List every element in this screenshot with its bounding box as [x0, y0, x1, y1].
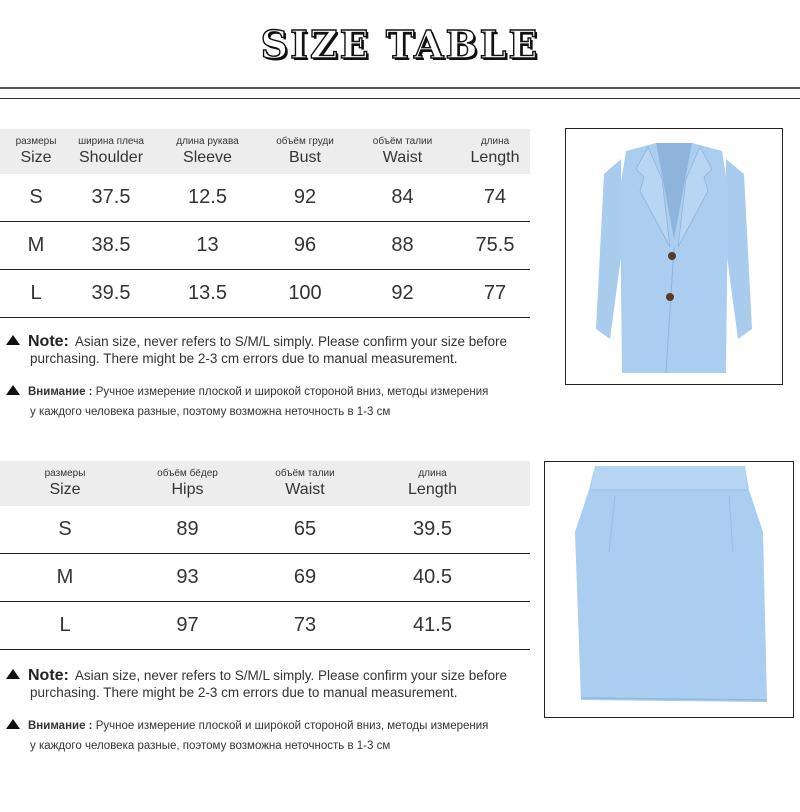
header-ru: объём талии — [372, 136, 433, 147]
note-text: Asian size, never refers to S/M/L simply. Please confirm your size before — [74, 668, 508, 683]
cell-bust: 96 — [293, 234, 317, 256]
header-en: Size — [20, 149, 52, 166]
cell-length: 40.5 — [413, 566, 452, 588]
title-divider-thin — [0, 98, 800, 99]
cell-hips: 89 — [176, 518, 199, 540]
cell-sleeve: 12.5 — [188, 186, 227, 208]
header-sleeve — [150, 129, 265, 174]
header-en: Length — [408, 481, 457, 498]
warning-label: Внимание : — [28, 720, 93, 732]
header-length — [365, 461, 500, 506]
header-ru: размеры — [15, 136, 57, 147]
table-row — [0, 270, 530, 318]
header-length — [460, 129, 530, 174]
cell-length: 39.5 — [413, 518, 452, 540]
header-ru: объём бёдер — [157, 468, 218, 479]
cell-hips: 93 — [176, 566, 199, 588]
warning-text-line2: у каждого человека разные, поэтому возможна неточность в 1-3 см — [30, 406, 391, 418]
page-title: SIZE TABLE — [260, 22, 540, 67]
warning-text: Ручное измерение плоской и широкой стороной вниз, методы измерения — [95, 720, 489, 732]
header-en: Bust — [288, 149, 321, 166]
cell-bust: 100 — [288, 282, 322, 304]
header-en: Waist — [382, 149, 423, 166]
triangle-icon — [6, 335, 20, 345]
header-size — [0, 461, 130, 506]
cell-waist: 92 — [391, 282, 414, 304]
skirt-image — [544, 461, 794, 718]
cell-shoulder: 37.5 — [91, 186, 131, 208]
cell-length: 41.5 — [413, 614, 452, 636]
cell-waist: 88 — [391, 234, 414, 256]
note-jacket — [6, 333, 536, 367]
cell-size: M — [56, 566, 74, 588]
header-ru: длина рукава — [176, 136, 239, 147]
header-ru: длина — [418, 468, 447, 479]
skirt-size-table — [0, 461, 530, 650]
header-hips — [130, 461, 245, 506]
note-text-line2: purchasing. There might be 2-3 cm errors due to manual measurement. — [30, 351, 458, 366]
title-divider-thick — [0, 87, 800, 89]
table-row — [0, 602, 530, 650]
header-en: Waist — [285, 481, 325, 498]
cell-shoulder: 39.5 — [91, 282, 131, 304]
header-ru: размеры — [44, 468, 86, 479]
cell-sleeve: 13.5 — [188, 282, 227, 304]
cell-waist: 73 — [293, 614, 317, 636]
cell-length: 74 — [483, 186, 507, 208]
skirt-icon — [545, 462, 792, 716]
header-en: Size — [49, 481, 81, 498]
note-skirt — [6, 667, 536, 701]
cell-size: S — [58, 518, 72, 540]
warning-skirt — [6, 716, 546, 756]
table-row — [0, 174, 530, 222]
warning-text-line2: у каждого человека разные, поэтому возможна неточность в 1-3 см — [30, 740, 391, 752]
cell-waist: 69 — [293, 566, 317, 588]
cell-size: S — [29, 186, 43, 208]
cell-waist: 65 — [293, 518, 317, 540]
cell-sleeve: 13 — [196, 234, 219, 256]
table-row — [0, 506, 530, 554]
cell-size: L — [59, 614, 71, 636]
note-text-line2: purchasing. There might be 2-3 cm errors due to manual measurement. — [30, 685, 458, 700]
blazer-icon — [566, 129, 781, 383]
cell-length: 75.5 — [475, 234, 515, 256]
cell-shoulder: 38.5 — [91, 234, 131, 256]
header-bust — [265, 129, 345, 174]
jacket-image — [565, 128, 783, 385]
note-text: Asian size, never refers to S/M/L simply. Please confirm your size before — [74, 334, 508, 349]
header-ru: длина — [480, 136, 510, 147]
header-en: Hips — [171, 481, 204, 498]
cell-size: M — [27, 234, 45, 256]
header-en: Shoulder — [78, 149, 144, 166]
cell-hips: 97 — [176, 614, 199, 636]
header-en: Length — [470, 149, 520, 166]
table-header — [0, 461, 530, 506]
jacket-size-table — [0, 129, 530, 318]
warning-label: Внимание : — [28, 386, 93, 398]
table-header — [0, 129, 530, 174]
warning-jacket — [6, 382, 546, 422]
header-waist — [345, 129, 460, 174]
header-ru: объём груди — [276, 136, 334, 147]
table-row — [0, 222, 530, 270]
cell-length: 77 — [483, 282, 507, 304]
triangle-icon — [6, 385, 20, 395]
header-waist — [245, 461, 365, 506]
header-en: Sleeve — [183, 149, 232, 166]
cell-size: L — [30, 282, 42, 304]
triangle-icon — [6, 719, 20, 729]
warning-text: Ручное измерение плоской и широкой стороной вниз, методы измерения — [95, 386, 489, 398]
cell-bust: 92 — [293, 186, 317, 208]
header-shoulder — [72, 129, 150, 174]
header-ru: объём талии — [275, 468, 335, 479]
header-size — [0, 129, 72, 174]
note-label: Note: — [28, 333, 69, 350]
triangle-icon — [6, 669, 20, 679]
cell-waist: 84 — [391, 186, 414, 208]
table-row — [0, 554, 530, 602]
header-ru: ширина плеча — [78, 136, 144, 147]
note-label: Note: — [28, 667, 69, 684]
